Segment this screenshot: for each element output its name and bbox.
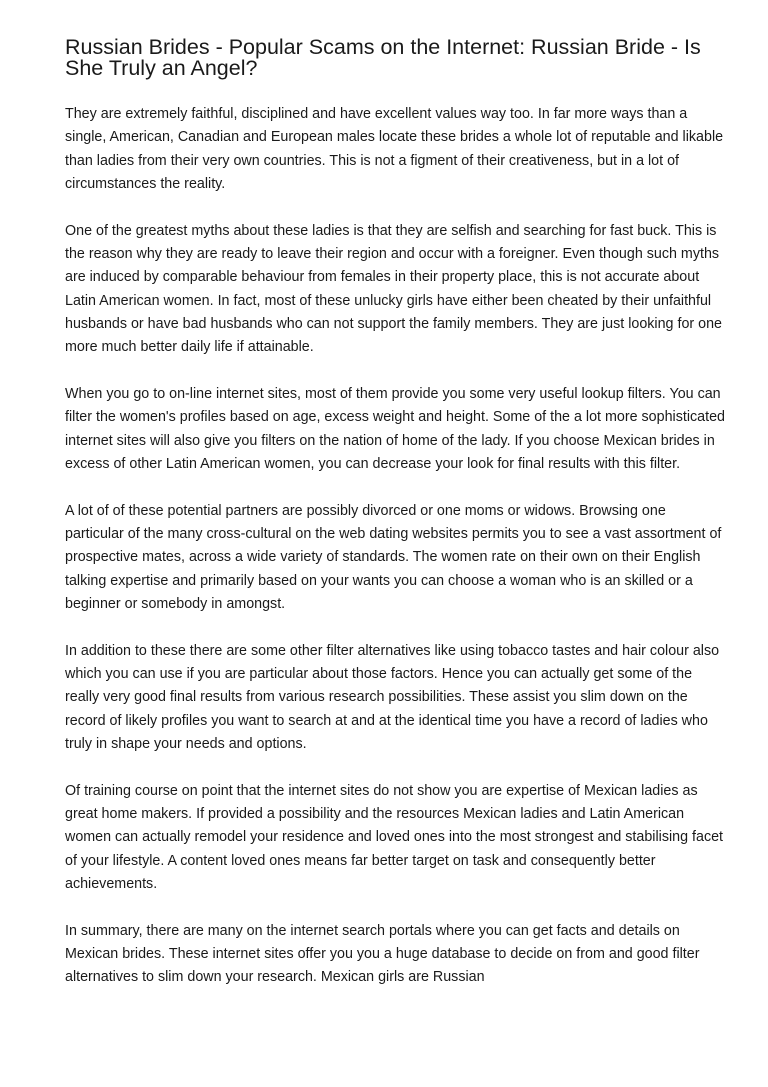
paragraph-5: In addition to these there are some other filter alternatives like using tobacco tastes and hair colour also which you can use if you are particular about those factors. Hence you can actually get some of the really very good final results from various research possibilities. These assist you slim down on the record of likely profiles you want to search at and at the identical time you have a record of ladies who truly in shape your needs and options. [65, 642, 720, 752]
paragraph-7: In summary, there are many on the internet search portals where you can get facts and details on Mexican brides. These internet sites offer you you a huge database to decide on from and good filter alternatives to slim down your research. Mexican girls are Russian [65, 922, 700, 986]
paragraph-4: A lot of of these potential partners are possibly divorced or one moms or widows. Browsing one particular of the many cross-cultural on the web dating websites permits you to see a vast assortment of prospective mates, across a wide variety of standards. The women rate on their own on their English talking expertise and primarily based on your wants you can choose a woman who is an skilled or a beginner or somebody in amongst. [65, 502, 722, 612]
document-page [65, 37, 725, 990]
paragraph-6: Of training course on point that the internet sites do not show you are expertise of Mexican ladies as great home makers. If provided a possibility and the resources Mexican ladies and Latin American women can actually remodel your residence and loved ones into the most strongest and stabilising facet of your lifestyle. A content loved ones means far better target on task and consequently better achievements. [65, 782, 724, 892]
paragraph-3: When you go to on-line internet sites, most of them provide you some very useful lookup filters. You can filter the women's profiles based on age, excess weight and height. Some of the a lot more sophisticated internet sites will also give you filters on the nation of home of the lady. If you choose Mexican brides in excess of other Latin American women, you can decrease your look for final results with this filter. [65, 385, 725, 472]
page-title: Russian Brides - Popular Scams on the Internet: Russian Bride - Is She Truly an Angel? [65, 35, 701, 80]
paragraph-1: They are extremely faithful, disciplined and have excellent values way too. In far more ways than a single, American, Canadian and European males locate these brides a whole lot of reputable and likable than ladies from their very own countries. This is not a figment of their creativeness, but in a lot of circumstances the reality. [65, 106, 724, 192]
paragraph-2: One of the greatest myths about these ladies is that they are selfish and searching for fast buck. This is the reason why they are ready to leave their region and occur with a foreigner. Even though such myths are induced by comparable behaviour from females in their property place, this is not accurate about Latin American women. In fact, most of these unlucky girls have either been cheated by their unfaithful husbands or have bad husbands who can not support the family members. They are just looking for one more much better daily life if attainable. [65, 222, 722, 356]
